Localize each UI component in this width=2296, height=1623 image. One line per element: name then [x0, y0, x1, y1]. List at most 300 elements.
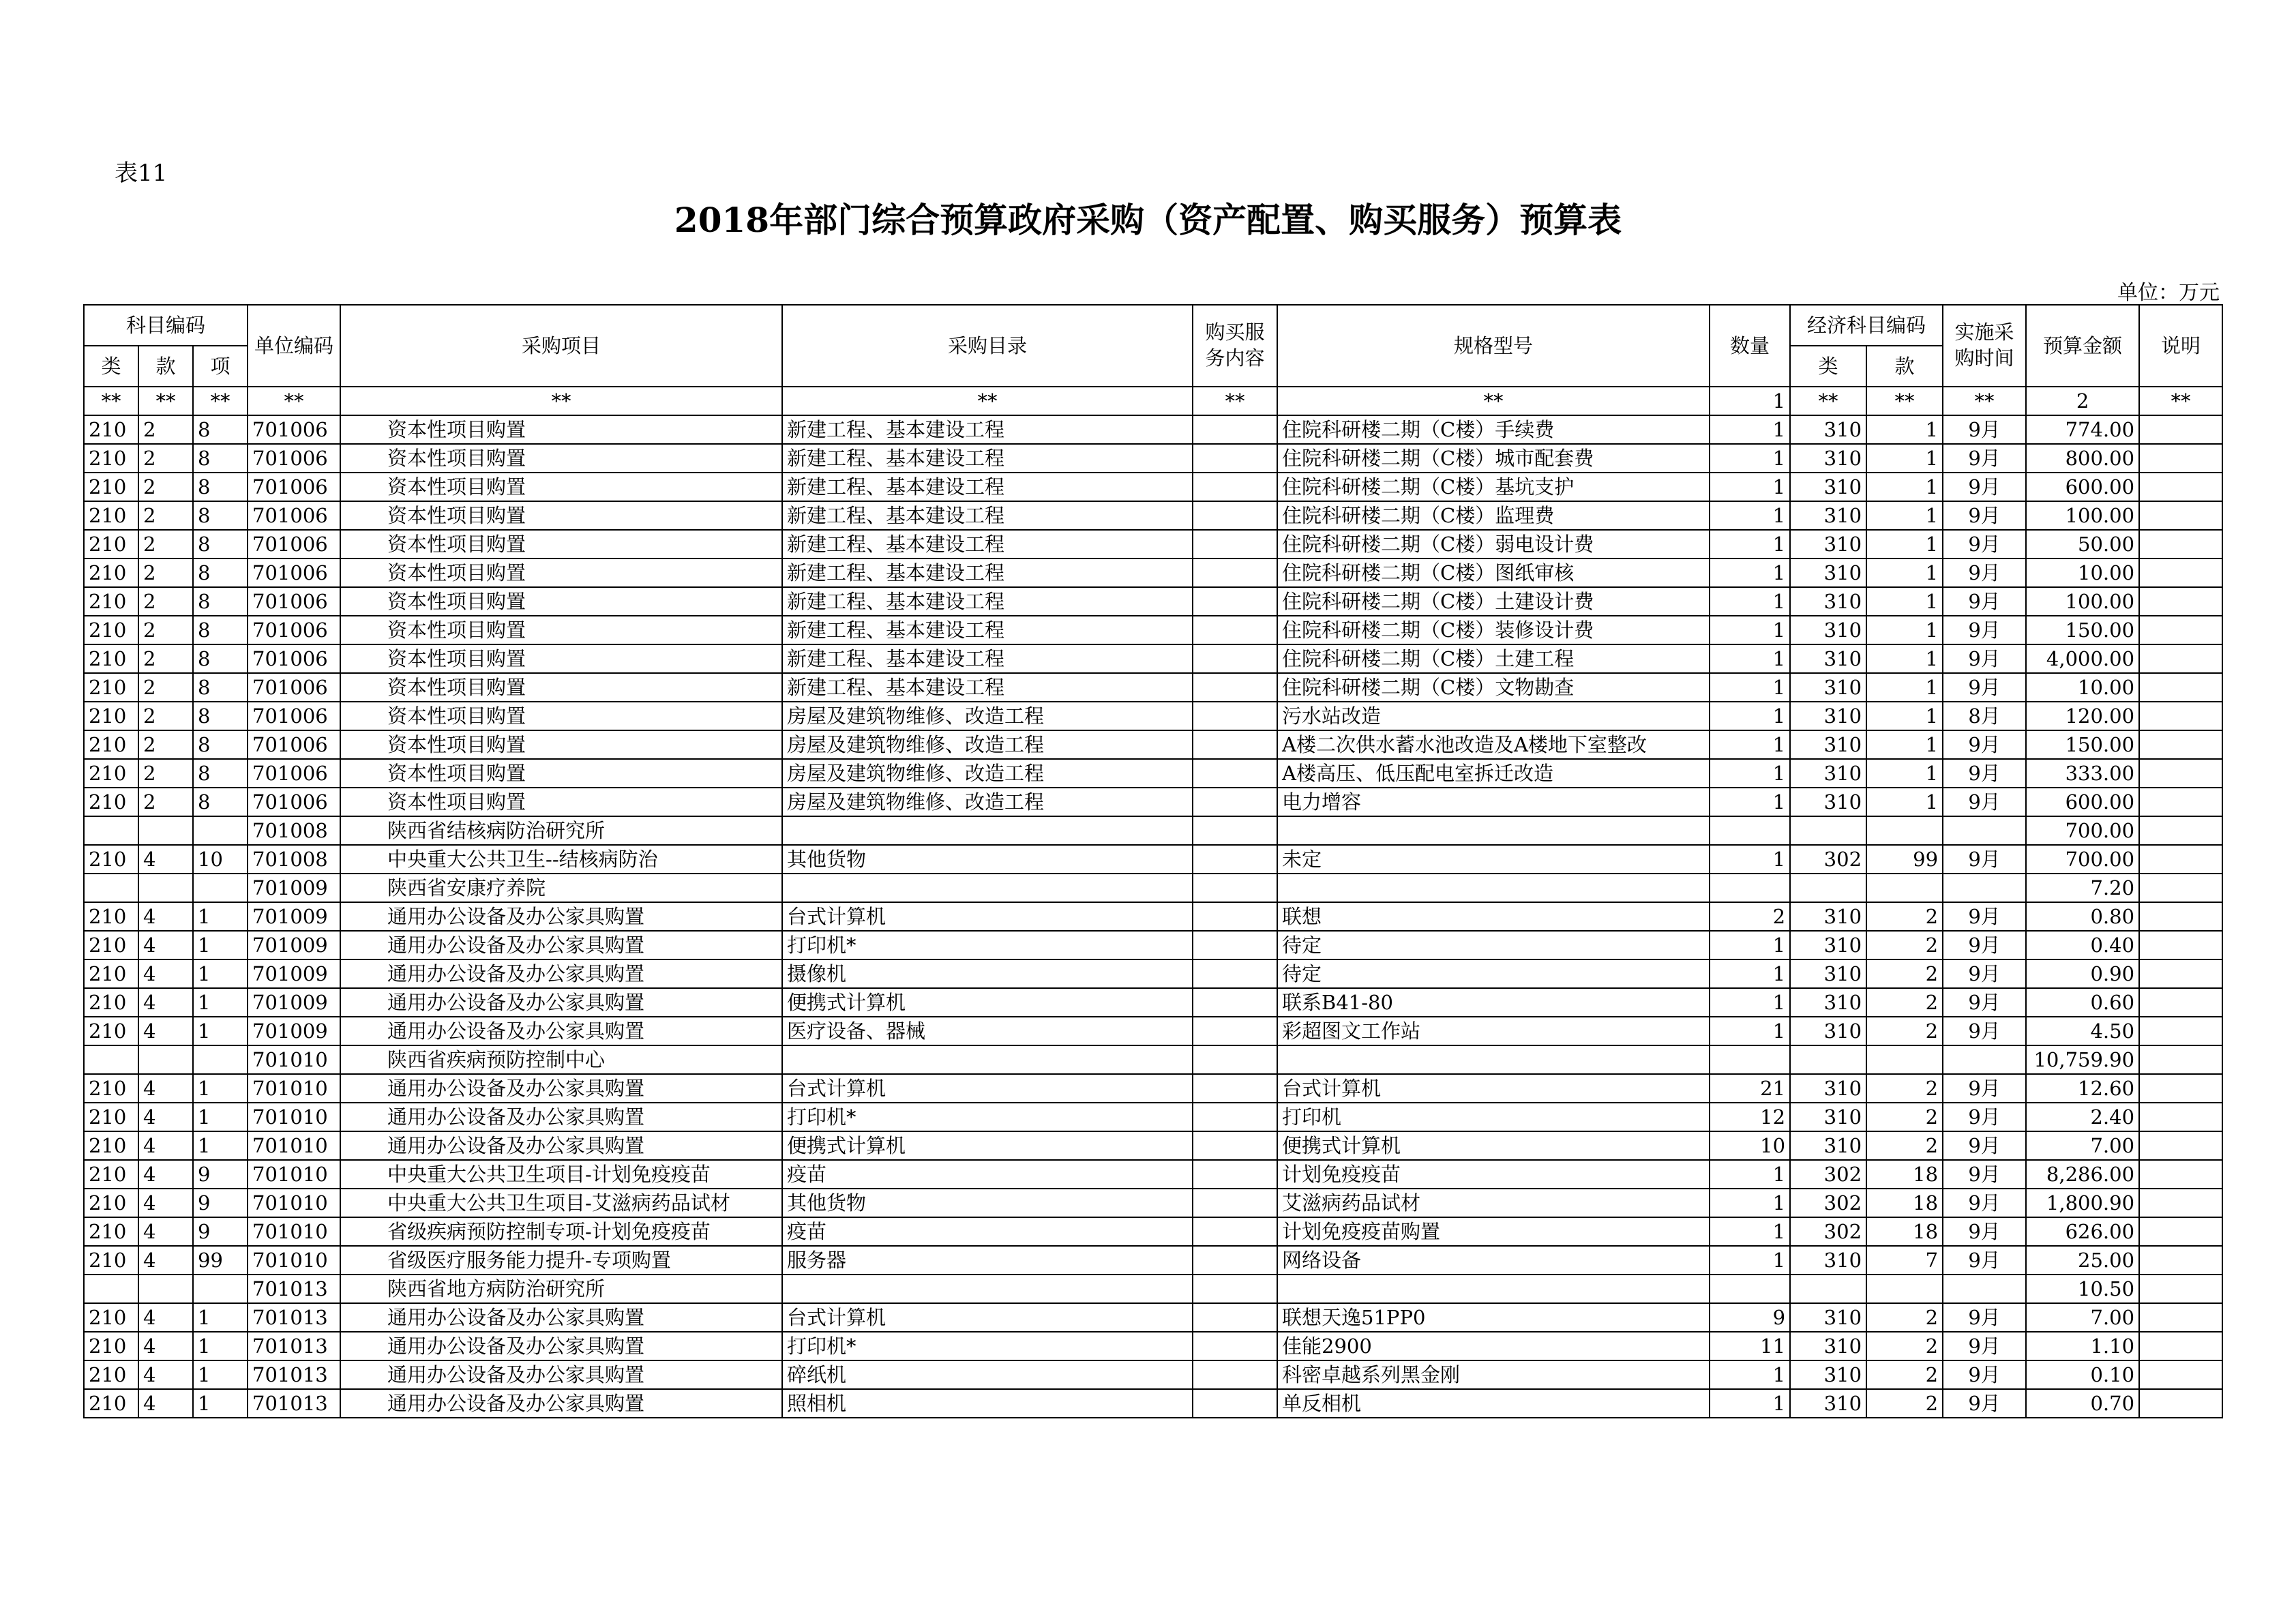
cell-quantity: 21 [1710, 1074, 1790, 1103]
cell-econ-kuan: 1 [1866, 530, 1943, 559]
cell-spec: 未定 [1277, 845, 1710, 874]
cell-econ-lei: 310 [1790, 1303, 1866, 1332]
cell-xiang: 1 [193, 959, 248, 988]
cell-purchase-item: 资本性项目购置 [340, 702, 782, 730]
cell-unit-code: 701010 [248, 1131, 340, 1160]
cell-purchase-item: 资本性项目购置 [340, 415, 782, 444]
cell-unit-code: 701006 [248, 644, 340, 673]
cell-xiang: 8 [193, 501, 248, 530]
cell-note [2139, 1189, 2222, 1217]
cell-kuan: 2 [138, 788, 193, 816]
cell-econ-kuan: 1 [1866, 473, 1943, 501]
cell-purchase-catalog: 新建工程、基本建设工程 [782, 444, 1193, 473]
cell-impl-time: 9月 [1943, 1303, 2026, 1332]
cell-xiang: 8 [193, 673, 248, 702]
cell-econ-kuan: 99 [1866, 845, 1943, 874]
cell-econ-kuan [1866, 1275, 1943, 1303]
cell-purchase-catalog: 台式计算机 [782, 902, 1193, 931]
cell-purchase-item: 资本性项目购置 [340, 587, 782, 616]
cell-purchase-item: 省级医疗服务能力提升-专项购置 [340, 1246, 782, 1275]
table-row [84, 874, 2222, 902]
cell-purchase-catalog: 新建工程、基本建设工程 [782, 559, 1193, 587]
cell-econ-lei: 302 [1790, 1189, 1866, 1217]
cell-service-content [1193, 1360, 1277, 1389]
cell-note [2139, 501, 2222, 530]
table-row [84, 1045, 2222, 1074]
cell-xiang: 1 [193, 902, 248, 931]
cell-xiang: 8 [193, 415, 248, 444]
cell-budget: 0.80 [2026, 902, 2139, 931]
cell-quantity: 1 [1710, 644, 1790, 673]
cell-unit-code: 701006 [248, 616, 340, 644]
cell-budget: 1.10 [2026, 1332, 2139, 1360]
cell-purchase-catalog: 打印机* [782, 931, 1193, 959]
cell-spec: 住院科研楼二期（C楼）文物勘查 [1277, 673, 1710, 702]
cell-service-content [1193, 845, 1277, 874]
cell-kuan: 2 [138, 530, 193, 559]
cell-purchase-item: 通用办公设备及办公家具购置 [340, 1389, 782, 1418]
cell-lei: 210 [84, 559, 138, 587]
cell-spec: 联想天逸51PP0 [1277, 1303, 1710, 1332]
cell-purchase-item: 中央重大公共卫生项目-计划免疫疫苗 [340, 1160, 782, 1189]
cell-purchase-catalog: 打印机* [782, 1103, 1193, 1131]
cell-kuan: 4 [138, 1074, 193, 1103]
cell-econ-kuan: 1 [1866, 702, 1943, 730]
cell-budget: 4.50 [2026, 1017, 2139, 1045]
cell-quantity: 1 [1710, 759, 1790, 788]
cell-note [2139, 673, 2222, 702]
cell-econ-lei: 310 [1790, 616, 1866, 644]
cell-impl-time: 9月 [1943, 1246, 2026, 1275]
cell-econ-lei: 310 [1790, 673, 1866, 702]
cell-service-content [1193, 530, 1277, 559]
cell-lei: 210 [84, 1303, 138, 1332]
cell-kuan: 4 [138, 1189, 193, 1217]
cell-xiang: 8 [193, 730, 248, 759]
cell-budget: 0.10 [2026, 1360, 2139, 1389]
cell-impl-time: 9月 [1943, 730, 2026, 759]
cell-xiang: 8 [193, 759, 248, 788]
cell-budget: 100.00 [2026, 501, 2139, 530]
cell-quantity: 1 [1710, 1246, 1790, 1275]
cell-lei: 210 [84, 1074, 138, 1103]
cell-xiang [193, 1045, 248, 1074]
cell-purchase-item: 资本性项目购置 [340, 730, 782, 759]
cell-note [2139, 587, 2222, 616]
table-row [84, 988, 2222, 1017]
cell-purchase-item: 通用办公设备及办公家具购置 [340, 988, 782, 1017]
cell-quantity: 1 [1710, 415, 1790, 444]
cell-budget: 1,800.90 [2026, 1189, 2139, 1217]
cell-kuan: 2 [138, 673, 193, 702]
header-service-content: 购买服务内容 [1193, 305, 1277, 387]
cell-kuan: 2 [138, 702, 193, 730]
cell-note [2139, 931, 2222, 959]
cell-lei: 210 [84, 1360, 138, 1389]
cell-lei [84, 1275, 138, 1303]
cell-econ-lei: 310 [1790, 587, 1866, 616]
table-row [84, 931, 2222, 959]
cell-spec [1277, 816, 1710, 845]
table-row [84, 1189, 2222, 1217]
cell-purchase-item: 资本性项目购置 [340, 473, 782, 501]
cell-unit-code: 701009 [248, 1017, 340, 1045]
cell-quantity [1710, 874, 1790, 902]
cell-impl-time: 9月 [1943, 788, 2026, 816]
cell-lei: 210 [84, 988, 138, 1017]
cell-quantity: 1 [1710, 1217, 1790, 1246]
cell-econ-lei: 310 [1790, 788, 1866, 816]
cell-service-content [1193, 874, 1277, 902]
cell-purchase-catalog [782, 874, 1193, 902]
cell-note [2139, 1045, 2222, 1074]
cell-quantity: 1 [1710, 1017, 1790, 1045]
cell-service-content [1193, 1189, 1277, 1217]
cell-unit-code: 701010 [248, 1217, 340, 1246]
cell-lei: 210 [84, 931, 138, 959]
cell-note [2139, 1017, 2222, 1045]
cell-service-content [1193, 1160, 1277, 1189]
cell-purchase-catalog: 其他货物 [782, 1189, 1193, 1217]
cell-quantity [1710, 1275, 1790, 1303]
table-row [84, 444, 2222, 473]
cell-unit-code: 701008 [248, 816, 340, 845]
cell-purchase-item: 中央重大公共卫生项目-艾滋病药品试材 [340, 1189, 782, 1217]
cell-spec [1277, 874, 1710, 902]
cell-quantity: 2 [1710, 902, 1790, 931]
cell-lei: 210 [84, 959, 138, 988]
procurement-budget-table [83, 304, 2223, 1418]
cell-note [2139, 415, 2222, 444]
cell-lei: 210 [84, 845, 138, 874]
header-purchase-catalog: 采购目录 [782, 305, 1193, 387]
marker-cell: ** [1943, 387, 2026, 415]
cell-quantity: 1 [1710, 931, 1790, 959]
cell-service-content [1193, 1103, 1277, 1131]
cell-impl-time: 9月 [1943, 902, 2026, 931]
cell-kuan: 2 [138, 473, 193, 501]
cell-note [2139, 616, 2222, 644]
cell-econ-kuan: 1 [1866, 444, 1943, 473]
cell-econ-lei: 302 [1790, 845, 1866, 874]
cell-kuan: 4 [138, 1017, 193, 1045]
cell-lei: 210 [84, 644, 138, 673]
cell-impl-time: 9月 [1943, 1131, 2026, 1160]
cell-xiang: 8 [193, 702, 248, 730]
cell-lei [84, 874, 138, 902]
cell-budget: 7.00 [2026, 1303, 2139, 1332]
cell-econ-kuan: 2 [1866, 1017, 1943, 1045]
cell-econ-lei: 310 [1790, 988, 1866, 1017]
cell-unit-code: 701013 [248, 1275, 340, 1303]
marker-cell: ** [1866, 387, 1943, 415]
cell-purchase-catalog [782, 816, 1193, 845]
cell-note [2139, 1074, 2222, 1103]
cell-purchase-catalog: 摄像机 [782, 959, 1193, 988]
table-row [84, 702, 2222, 730]
cell-note [2139, 959, 2222, 988]
cell-service-content [1193, 1017, 1277, 1045]
cell-econ-lei: 302 [1790, 1160, 1866, 1189]
cell-purchase-item: 资本性项目购置 [340, 444, 782, 473]
cell-note [2139, 988, 2222, 1017]
cell-purchase-catalog: 疫苗 [782, 1160, 1193, 1189]
cell-xiang: 9 [193, 1189, 248, 1217]
table-row [84, 1217, 2222, 1246]
cell-purchase-item: 通用办公设备及办公家具购置 [340, 1074, 782, 1103]
cell-service-content [1193, 644, 1277, 673]
cell-quantity: 1 [1710, 444, 1790, 473]
cell-service-content [1193, 1045, 1277, 1074]
cell-impl-time [1943, 874, 2026, 902]
cell-quantity: 1 [1710, 616, 1790, 644]
cell-purchase-item: 陕西省地方病防治研究所 [340, 1275, 782, 1303]
cell-econ-lei: 310 [1790, 1246, 1866, 1275]
cell-quantity [1710, 816, 1790, 845]
cell-spec: 住院科研楼二期（C楼）土建设计费 [1277, 587, 1710, 616]
cell-note [2139, 902, 2222, 931]
cell-service-content [1193, 1389, 1277, 1418]
cell-budget: 800.00 [2026, 444, 2139, 473]
cell-xiang: 1 [193, 1017, 248, 1045]
cell-service-content [1193, 988, 1277, 1017]
cell-kuan: 2 [138, 444, 193, 473]
cell-xiang: 8 [193, 788, 248, 816]
cell-note [2139, 644, 2222, 673]
cell-lei: 210 [84, 702, 138, 730]
cell-unit-code: 701009 [248, 931, 340, 959]
cell-purchase-item: 省级疾病预防控制专项-计划免疫疫苗 [340, 1217, 782, 1246]
cell-service-content [1193, 1074, 1277, 1103]
cell-kuan: 2 [138, 559, 193, 587]
cell-econ-kuan: 1 [1866, 587, 1943, 616]
cell-unit-code: 701009 [248, 874, 340, 902]
header-impl-time: 实施采购时间 [1943, 305, 2026, 387]
cell-unit-code: 701010 [248, 1246, 340, 1275]
cell-unit-code: 701006 [248, 673, 340, 702]
cell-xiang: 1 [193, 1074, 248, 1103]
cell-impl-time: 9月 [1943, 959, 2026, 988]
cell-service-content [1193, 444, 1277, 473]
cell-spec [1277, 1045, 1710, 1074]
cell-purchase-catalog: 便携式计算机 [782, 1131, 1193, 1160]
cell-xiang: 1 [193, 1389, 248, 1418]
cell-impl-time: 9月 [1943, 988, 2026, 1017]
cell-service-content [1193, 730, 1277, 759]
cell-lei: 210 [84, 587, 138, 616]
cell-econ-kuan: 1 [1866, 759, 1943, 788]
cell-purchase-catalog: 台式计算机 [782, 1074, 1193, 1103]
cell-lei: 210 [84, 1217, 138, 1246]
cell-lei: 210 [84, 444, 138, 473]
cell-lei: 210 [84, 473, 138, 501]
cell-impl-time [1943, 1045, 2026, 1074]
cell-service-content [1193, 1217, 1277, 1246]
cell-purchase-item: 资本性项目购置 [340, 530, 782, 559]
cell-note [2139, 1131, 2222, 1160]
cell-lei: 210 [84, 1189, 138, 1217]
cell-spec: 便携式计算机 [1277, 1131, 1710, 1160]
cell-purchase-catalog [782, 1275, 1193, 1303]
cell-spec: 佳能2900 [1277, 1332, 1710, 1360]
cell-impl-time: 9月 [1943, 1103, 2026, 1131]
cell-impl-time: 9月 [1943, 1217, 2026, 1246]
header-econ-kuan: 款 [1866, 346, 1943, 387]
header-xiang: 项 [193, 346, 248, 387]
cell-note [2139, 759, 2222, 788]
cell-purchase-catalog: 照相机 [782, 1389, 1193, 1418]
table-row [84, 673, 2222, 702]
cell-spec: 待定 [1277, 959, 1710, 988]
cell-xiang: 8 [193, 530, 248, 559]
cell-impl-time: 9月 [1943, 931, 2026, 959]
cell-purchase-catalog: 房屋及建筑物维修、改造工程 [782, 788, 1193, 816]
cell-service-content [1193, 902, 1277, 931]
cell-impl-time: 9月 [1943, 845, 2026, 874]
cell-xiang: 8 [193, 473, 248, 501]
cell-purchase-catalog: 房屋及建筑物维修、改造工程 [782, 730, 1193, 759]
cell-quantity: 1 [1710, 473, 1790, 501]
cell-purchase-item: 通用办公设备及办公家具购置 [340, 959, 782, 988]
cell-spec: 台式计算机 [1277, 1074, 1710, 1103]
cell-lei: 210 [84, 673, 138, 702]
header-kuan: 款 [138, 346, 193, 387]
cell-econ-lei [1790, 1275, 1866, 1303]
cell-econ-kuan: 1 [1866, 415, 1943, 444]
cell-xiang: 10 [193, 845, 248, 874]
cell-purchase-item: 通用办公设备及办公家具购置 [340, 1332, 782, 1360]
table-row [84, 902, 2222, 931]
table-row [84, 1103, 2222, 1131]
cell-econ-kuan: 2 [1866, 1389, 1943, 1418]
cell-spec: 住院科研楼二期（C楼）手续费 [1277, 415, 1710, 444]
cell-kuan: 4 [138, 902, 193, 931]
cell-lei: 210 [84, 1103, 138, 1131]
cell-spec: 电力增容 [1277, 788, 1710, 816]
table-row [84, 1332, 2222, 1360]
cell-econ-kuan: 2 [1866, 1332, 1943, 1360]
cell-note [2139, 1246, 2222, 1275]
cell-impl-time: 9月 [1943, 501, 2026, 530]
cell-quantity: 9 [1710, 1303, 1790, 1332]
cell-budget: 120.00 [2026, 702, 2139, 730]
cell-lei: 210 [84, 415, 138, 444]
cell-purchase-catalog: 打印机* [782, 1332, 1193, 1360]
cell-budget: 7.20 [2026, 874, 2139, 902]
cell-purchase-catalog: 服务器 [782, 1246, 1193, 1275]
cell-econ-lei: 310 [1790, 1389, 1866, 1418]
cell-spec: 打印机 [1277, 1103, 1710, 1131]
cell-purchase-item: 陕西省疾病预防控制中心 [340, 1045, 782, 1074]
cell-note [2139, 730, 2222, 759]
cell-lei [84, 1045, 138, 1074]
cell-service-content [1193, 559, 1277, 587]
cell-note [2139, 1360, 2222, 1389]
cell-econ-kuan: 2 [1866, 1360, 1943, 1389]
cell-lei: 210 [84, 1246, 138, 1275]
cell-budget: 600.00 [2026, 788, 2139, 816]
cell-xiang: 1 [193, 1303, 248, 1332]
cell-service-content [1193, 759, 1277, 788]
cell-unit-code: 701006 [248, 587, 340, 616]
cell-note [2139, 559, 2222, 587]
cell-purchase-catalog: 房屋及建筑物维修、改造工程 [782, 702, 1193, 730]
cell-xiang: 8 [193, 444, 248, 473]
cell-econ-lei: 310 [1790, 1103, 1866, 1131]
cell-purchase-item: 资本性项目购置 [340, 616, 782, 644]
cell-spec: 单反相机 [1277, 1389, 1710, 1418]
cell-note [2139, 444, 2222, 473]
cell-econ-kuan: 2 [1866, 1074, 1943, 1103]
cell-lei: 210 [84, 1160, 138, 1189]
cell-impl-time: 9月 [1943, 444, 2026, 473]
cell-purchase-item: 陕西省安康疗养院 [340, 874, 782, 902]
cell-unit-code: 701013 [248, 1303, 340, 1332]
cell-econ-lei [1790, 874, 1866, 902]
cell-xiang: 9 [193, 1160, 248, 1189]
cell-econ-lei: 310 [1790, 415, 1866, 444]
cell-kuan: 4 [138, 1389, 193, 1418]
cell-unit-code: 701013 [248, 1389, 340, 1418]
cell-spec: 住院科研楼二期（C楼）土建工程 [1277, 644, 1710, 673]
marker-cell: ** [782, 387, 1193, 415]
cell-budget: 626.00 [2026, 1217, 2139, 1246]
cell-econ-lei: 310 [1790, 501, 1866, 530]
cell-unit-code: 701006 [248, 473, 340, 501]
cell-xiang: 1 [193, 1103, 248, 1131]
cell-budget: 7.00 [2026, 1131, 2139, 1160]
cell-xiang: 1 [193, 988, 248, 1017]
cell-service-content [1193, 673, 1277, 702]
cell-impl-time: 9月 [1943, 415, 2026, 444]
cell-unit-code: 701006 [248, 530, 340, 559]
cell-kuan: 2 [138, 616, 193, 644]
marker-cell: ** [340, 387, 782, 415]
cell-kuan: 4 [138, 931, 193, 959]
table-number-label: 表11 [115, 160, 168, 187]
cell-unit-code: 701006 [248, 730, 340, 759]
cell-budget: 0.40 [2026, 931, 2139, 959]
cell-kuan: 2 [138, 730, 193, 759]
cell-service-content [1193, 415, 1277, 444]
cell-spec: 彩超图文工作站 [1277, 1017, 1710, 1045]
cell-impl-time: 9月 [1943, 1189, 2026, 1217]
cell-service-content [1193, 501, 1277, 530]
cell-budget: 0.60 [2026, 988, 2139, 1017]
cell-kuan: 2 [138, 759, 193, 788]
cell-purchase-item: 资本性项目购置 [340, 644, 782, 673]
table-row [84, 730, 2222, 759]
cell-econ-lei: 310 [1790, 902, 1866, 931]
cell-unit-code: 701006 [248, 759, 340, 788]
header-econ-lei: 类 [1790, 346, 1866, 387]
cell-budget: 700.00 [2026, 845, 2139, 874]
cell-kuan: 4 [138, 845, 193, 874]
cell-quantity: 1 [1710, 501, 1790, 530]
cell-service-content [1193, 1303, 1277, 1332]
cell-econ-lei: 310 [1790, 730, 1866, 759]
cell-econ-kuan: 18 [1866, 1189, 1943, 1217]
cell-impl-time: 9月 [1943, 1074, 2026, 1103]
cell-service-content [1193, 931, 1277, 959]
cell-budget: 10.00 [2026, 673, 2139, 702]
cell-kuan [138, 816, 193, 845]
cell-econ-lei [1790, 816, 1866, 845]
cell-econ-kuan: 7 [1866, 1246, 1943, 1275]
cell-purchase-item: 通用办公设备及办公家具购置 [340, 1303, 782, 1332]
cell-unit-code: 701010 [248, 1189, 340, 1217]
cell-purchase-catalog [782, 1045, 1193, 1074]
